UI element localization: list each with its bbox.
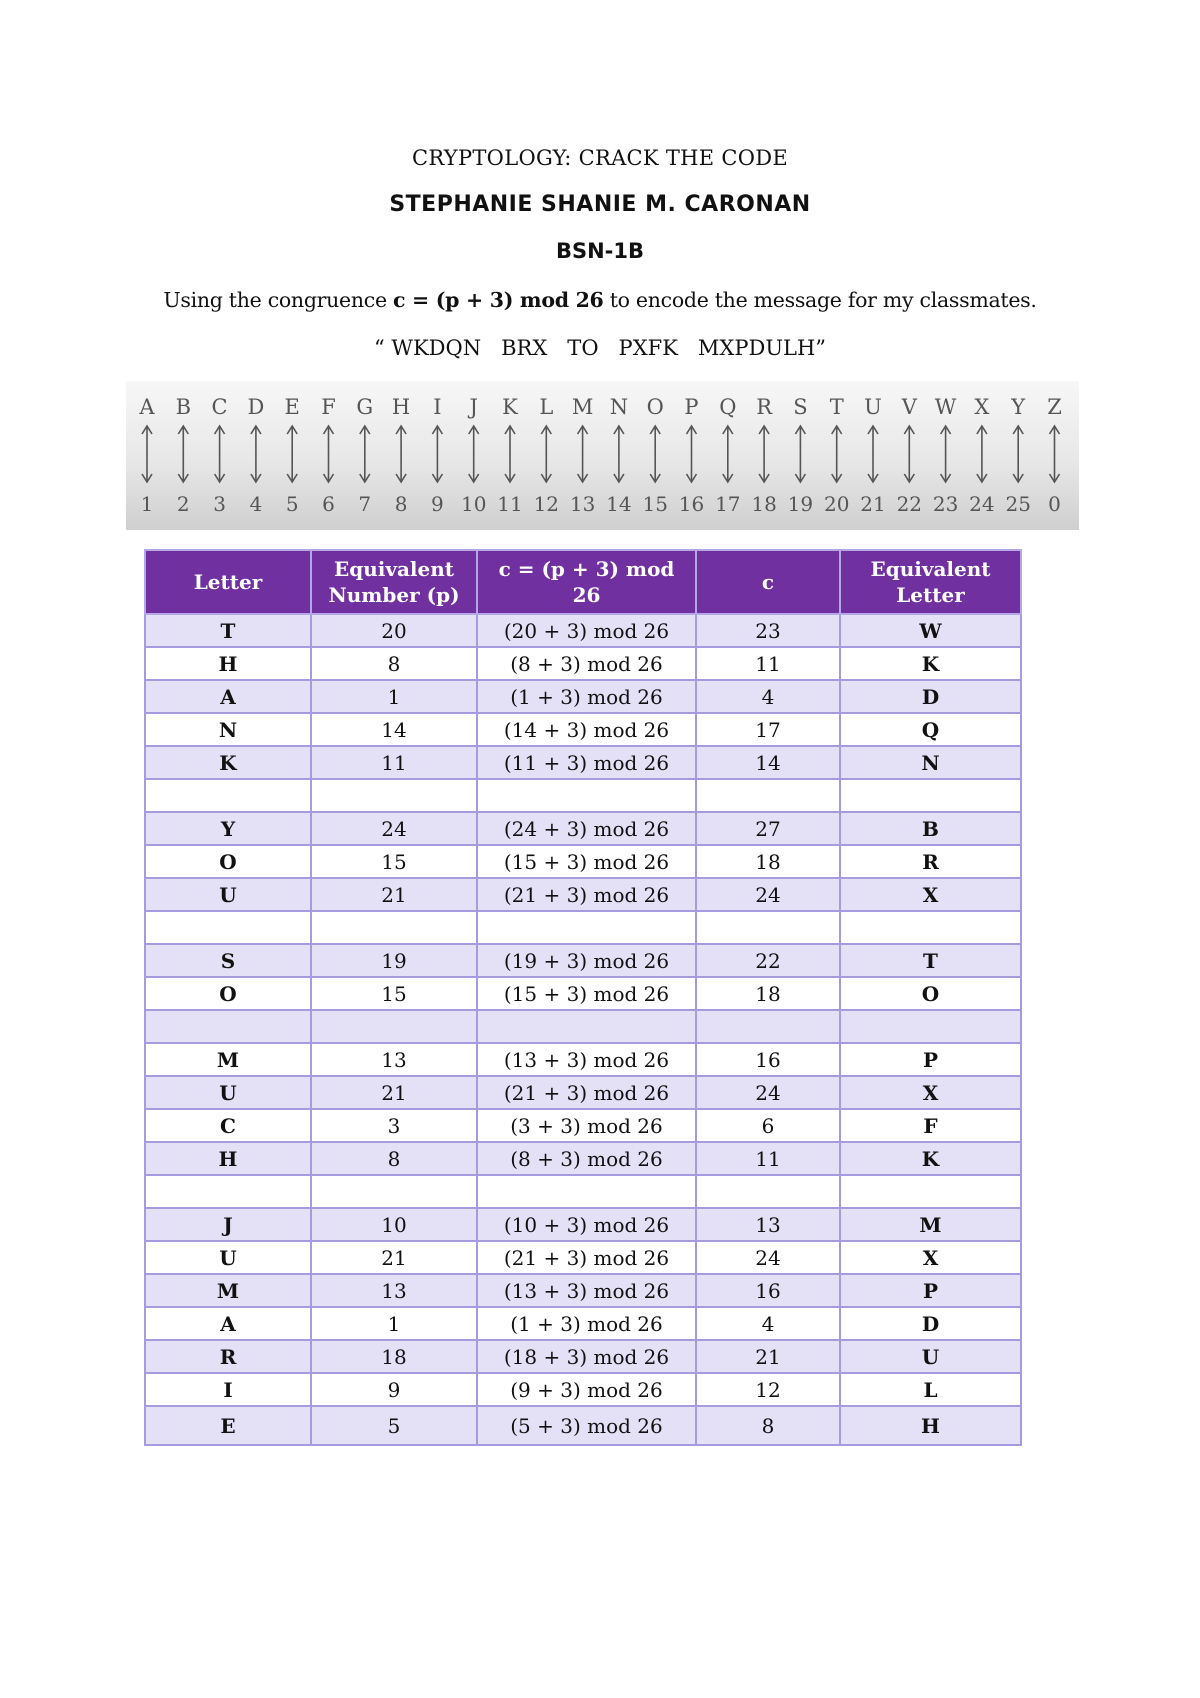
cell-number: 8 [311, 1142, 477, 1175]
strip-letter: G [356, 395, 374, 419]
double-arrow-icon [904, 426, 914, 482]
strip-number: 3 [213, 492, 226, 516]
cell-letter: R [145, 1340, 311, 1373]
strip-letter: L [539, 395, 554, 419]
double-arrow-icon [251, 426, 261, 482]
cell-formula [477, 1175, 696, 1208]
instruction-before: Using the congruence [163, 288, 394, 312]
cell-letter: E [145, 1406, 311, 1445]
cell-c [696, 911, 840, 944]
double-arrow-icon [759, 426, 769, 482]
strip-number: 0 [1048, 492, 1061, 516]
strip-letter: P [684, 395, 699, 419]
cell-equivalent-letter: W [840, 614, 1021, 647]
strip-number: 4 [249, 492, 263, 516]
strip-number: 12 [533, 492, 560, 516]
cell-equivalent-letter: T [840, 944, 1021, 977]
double-arrow-icon [469, 426, 479, 482]
table-row [145, 1241, 1021, 1274]
cell-formula: (18 + 3) mod 26 [477, 1340, 696, 1373]
strip-letter: A [139, 395, 155, 419]
cell-c: 12 [696, 1373, 840, 1406]
cell-letter: A [145, 1307, 311, 1340]
double-arrow-icon [868, 426, 878, 482]
double-arrow-icon [687, 426, 697, 482]
strip-letter: Z [1047, 395, 1062, 419]
cell-number: 9 [311, 1373, 477, 1406]
table-row [145, 779, 1021, 812]
cell-equivalent-letter [840, 1175, 1021, 1208]
cell-formula: (21 + 3) mod 26 [477, 1076, 696, 1109]
strip-letter: I [433, 395, 442, 419]
strip-number: 5 [285, 492, 299, 516]
header-equivalent-number: Equivalent Number (p) [311, 550, 477, 614]
cell-c: 24 [696, 1241, 840, 1274]
strip-number: 21 [860, 492, 886, 516]
table-row [145, 680, 1021, 713]
cell-formula [477, 1010, 696, 1043]
cell-number: 20 [311, 614, 477, 647]
strip-number: 14 [606, 492, 632, 516]
table-row [145, 1043, 1021, 1076]
cell-equivalent-letter: D [840, 1307, 1021, 1340]
instruction-formula: c = (p + 3) mod 26 [393, 288, 604, 312]
strip-number: 6 [322, 492, 335, 516]
cell-formula: (10 + 3) mod 26 [477, 1208, 696, 1241]
cell-equivalent-letter: Q [840, 713, 1021, 746]
cell-equivalent-letter: U [840, 1340, 1021, 1373]
cell-c [696, 1010, 840, 1043]
cell-c: 4 [696, 680, 840, 713]
cell-letter: O [145, 977, 311, 1010]
table-row [145, 1274, 1021, 1307]
cell-formula [477, 779, 696, 812]
cell-letter: M [145, 1043, 311, 1076]
cell-letter: M [145, 1274, 311, 1307]
cell-letter [145, 1175, 311, 1208]
cell-letter: T [145, 614, 311, 647]
cell-equivalent-letter: O [840, 977, 1021, 1010]
cell-formula: (24 + 3) mod 26 [477, 812, 696, 845]
table-row [145, 1373, 1021, 1406]
cell-formula: (13 + 3) mod 26 [477, 1274, 696, 1307]
cell-formula: (8 + 3) mod 26 [477, 1142, 696, 1175]
cell-formula: (3 + 3) mod 26 [477, 1109, 696, 1142]
cell-number: 13 [311, 1274, 477, 1307]
cell-c: 27 [696, 812, 840, 845]
cell-c: 14 [696, 746, 840, 779]
cell-c: 11 [696, 647, 840, 680]
strip-number: 17 [715, 492, 741, 516]
strip-letter: H [391, 395, 411, 419]
cell-c: 13 [696, 1208, 840, 1241]
strip-number: 11 [497, 492, 523, 516]
strip-number: 10 [460, 492, 487, 516]
strip-letter: Q [719, 395, 737, 419]
cell-formula: (21 + 3) mod 26 [477, 1241, 696, 1274]
cell-letter: N [145, 713, 311, 746]
strip-letter: K [502, 395, 518, 419]
author-name: STEPHANIE SHANIE M. CARONAN [389, 192, 811, 217]
alphabet-number-strip [126, 381, 1079, 530]
instruction-after: to encode the message for my classmates. [603, 288, 1037, 312]
strip-letter: J [469, 395, 478, 419]
strip-number: 20 [823, 492, 850, 516]
cell-letter [145, 779, 311, 812]
cell-letter: S [145, 944, 311, 977]
double-arrow-icon [578, 426, 588, 482]
cell-c [696, 1175, 840, 1208]
cell-number: 5 [311, 1406, 477, 1445]
cell-letter: O [145, 845, 311, 878]
cell-number: 13 [311, 1043, 477, 1076]
table-row [145, 1142, 1021, 1175]
table-row [145, 911, 1021, 944]
cell-number: 10 [311, 1208, 477, 1241]
strip-number: 7 [358, 492, 372, 516]
cell-equivalent-letter: K [840, 647, 1021, 680]
double-arrow-icon [650, 426, 660, 482]
cell-equivalent-letter: X [840, 1241, 1021, 1274]
cell-number: 21 [311, 1076, 477, 1109]
cell-letter: Y [145, 812, 311, 845]
cell-equivalent-letter: L [840, 1373, 1021, 1406]
cell-number: 3 [311, 1109, 477, 1142]
strip-letter: R [756, 395, 773, 419]
table-row [145, 812, 1021, 845]
cell-number: 1 [311, 1307, 477, 1340]
cell-formula: (19 + 3) mod 26 [477, 944, 696, 977]
cell-letter: H [145, 1142, 311, 1175]
cell-c: 18 [696, 977, 840, 1010]
strip-number: 23 [932, 492, 959, 516]
cell-c [696, 779, 840, 812]
cell-equivalent-letter: P [840, 1274, 1021, 1307]
cell-c: 8 [696, 1406, 840, 1445]
cell-formula: (13 + 3) mod 26 [477, 1043, 696, 1076]
cell-c: 23 [696, 614, 840, 647]
cell-number: 1 [311, 680, 477, 713]
double-arrow-icon [360, 426, 370, 482]
strip-number: 15 [642, 492, 668, 516]
cell-formula: (15 + 3) mod 26 [477, 845, 696, 878]
strip-letter: S [793, 395, 808, 419]
strip-letter: D [247, 395, 265, 419]
cell-number: 15 [311, 845, 477, 878]
cell-letter: A [145, 680, 311, 713]
double-arrow-icon [142, 426, 152, 482]
double-arrow-icon [396, 426, 406, 482]
document-title: CRYPTOLOGY: CRACK THE CODE [411, 146, 789, 170]
cell-number [311, 1010, 477, 1043]
cell-formula: (1 + 3) mod 26 [477, 680, 696, 713]
strip-number: 25 [1005, 492, 1031, 516]
double-arrow-icon [614, 426, 624, 482]
double-arrow-icon [832, 426, 842, 482]
strip-number: 18 [751, 492, 777, 516]
header-equivalent-letter: Equivalent Letter [840, 550, 1021, 614]
double-arrow-icon [723, 426, 733, 482]
strip-letter: M [571, 395, 594, 419]
cell-number [311, 779, 477, 812]
cell-equivalent-letter: P [840, 1043, 1021, 1076]
strip-letter: V [901, 395, 917, 419]
cell-number: 21 [311, 878, 477, 911]
strip-number: 2 [176, 492, 190, 516]
cell-c: 4 [696, 1307, 840, 1340]
table-header-row [145, 550, 1021, 614]
cell-number: 11 [311, 746, 477, 779]
strip-number: 24 [969, 492, 995, 516]
alphabet-strip-graphic [126, 381, 1079, 530]
strip-letter: F [321, 395, 336, 419]
cell-equivalent-letter: H [840, 1406, 1021, 1445]
cell-equivalent-letter: F [840, 1109, 1021, 1142]
cell-number: 19 [311, 944, 477, 977]
cell-letter: U [145, 1076, 311, 1109]
cell-letter: K [145, 746, 311, 779]
cell-c: 17 [696, 713, 840, 746]
cell-formula: (21 + 3) mod 26 [477, 878, 696, 911]
cipher-table [144, 549, 1022, 1446]
table-row [145, 1010, 1021, 1043]
table-row [145, 944, 1021, 977]
strip-number: 13 [569, 492, 596, 516]
double-arrow-icon [178, 426, 188, 482]
strip-letter: O [646, 395, 664, 419]
double-arrow-icon [795, 426, 805, 482]
cell-c: 22 [696, 944, 840, 977]
cell-formula [477, 911, 696, 944]
cell-letter: C [145, 1109, 311, 1142]
cell-formula: (9 + 3) mod 26 [477, 1373, 696, 1406]
table-row [145, 977, 1021, 1010]
cell-equivalent-letter: D [840, 680, 1021, 713]
cell-c: 24 [696, 1076, 840, 1109]
table-row [145, 1175, 1021, 1208]
cell-number: 21 [311, 1241, 477, 1274]
cell-c: 18 [696, 845, 840, 878]
double-arrow-icon [1050, 426, 1060, 482]
strip-letter: E [284, 395, 300, 419]
strip-letter: B [175, 395, 192, 419]
strip-number: 8 [394, 492, 408, 516]
cell-number: 24 [311, 812, 477, 845]
cell-c: 6 [696, 1109, 840, 1142]
strip-letter: U [864, 395, 882, 419]
cell-equivalent-letter [840, 1010, 1021, 1043]
header-formula: c = (p + 3) mod 26 [477, 550, 696, 614]
cell-letter: U [145, 878, 311, 911]
cell-letter [145, 911, 311, 944]
strip-letter: N [609, 395, 629, 419]
cell-equivalent-letter: K [840, 1142, 1021, 1175]
cell-letter: I [145, 1373, 311, 1406]
double-arrow-icon [505, 426, 515, 482]
cell-c: 16 [696, 1043, 840, 1076]
double-arrow-icon [1013, 426, 1023, 482]
cell-formula: (8 + 3) mod 26 [477, 647, 696, 680]
cell-equivalent-letter: B [840, 812, 1021, 845]
cell-formula: (15 + 3) mod 26 [477, 977, 696, 1010]
cell-equivalent-letter: N [840, 746, 1021, 779]
table-row [145, 878, 1021, 911]
cell-number [311, 1175, 477, 1208]
table-row [145, 1307, 1021, 1340]
strip-number: 19 [787, 492, 814, 516]
double-arrow-icon [215, 426, 225, 482]
section-label: BSN-1B [555, 239, 645, 263]
table-row [145, 647, 1021, 680]
cell-number: 14 [311, 713, 477, 746]
table-row [145, 713, 1021, 746]
cell-letter: H [145, 647, 311, 680]
table-row [145, 1406, 1021, 1445]
instruction-text [0, 288, 1200, 312]
cell-c: 24 [696, 878, 840, 911]
cell-letter: J [145, 1208, 311, 1241]
cell-formula: (14 + 3) mod 26 [477, 713, 696, 746]
cell-equivalent-letter: X [840, 878, 1021, 911]
cell-number: 15 [311, 977, 477, 1010]
strip-letter: Y [1011, 395, 1026, 419]
strip-number: 16 [678, 492, 705, 516]
table-row [145, 614, 1021, 647]
cell-number: 18 [311, 1340, 477, 1373]
encoded-message: “ WKDQN BRX TO PXFK MXPDULH” [373, 336, 827, 360]
cell-letter: U [145, 1241, 311, 1274]
table-row [145, 1076, 1021, 1109]
double-arrow-icon [941, 426, 951, 482]
strip-number: 9 [431, 492, 444, 516]
header-letter: Letter [145, 550, 311, 614]
cell-equivalent-letter [840, 911, 1021, 944]
cell-number [311, 911, 477, 944]
double-arrow-icon [324, 426, 334, 482]
strip-letter: X [974, 395, 990, 419]
double-arrow-icon [977, 426, 987, 482]
cell-c: 21 [696, 1340, 840, 1373]
cell-number: 8 [311, 647, 477, 680]
cell-formula: (20 + 3) mod 26 [477, 614, 696, 647]
cell-formula: (1 + 3) mod 26 [477, 1307, 696, 1340]
strip-number: 1 [140, 492, 154, 516]
strip-letter: W [934, 395, 957, 419]
table-row [145, 845, 1021, 878]
cell-equivalent-letter [840, 779, 1021, 812]
table-row [145, 1109, 1021, 1142]
cell-formula: (5 + 3) mod 26 [477, 1406, 696, 1445]
strip-number: 22 [896, 492, 923, 516]
double-arrow-icon [287, 426, 297, 482]
cell-equivalent-letter: R [840, 845, 1021, 878]
cell-c: 16 [696, 1274, 840, 1307]
strip-letter: C [211, 395, 228, 419]
table-row [145, 1340, 1021, 1373]
cell-letter [145, 1010, 311, 1043]
header-c: c [696, 550, 840, 614]
table-row [145, 746, 1021, 779]
cell-formula: (11 + 3) mod 26 [477, 746, 696, 779]
double-arrow-icon [541, 426, 551, 482]
cell-equivalent-letter: X [840, 1076, 1021, 1109]
cell-equivalent-letter: M [840, 1208, 1021, 1241]
double-arrow-icon [432, 426, 442, 482]
strip-letter: T [829, 395, 844, 419]
cell-c: 11 [696, 1142, 840, 1175]
table-row [145, 1208, 1021, 1241]
